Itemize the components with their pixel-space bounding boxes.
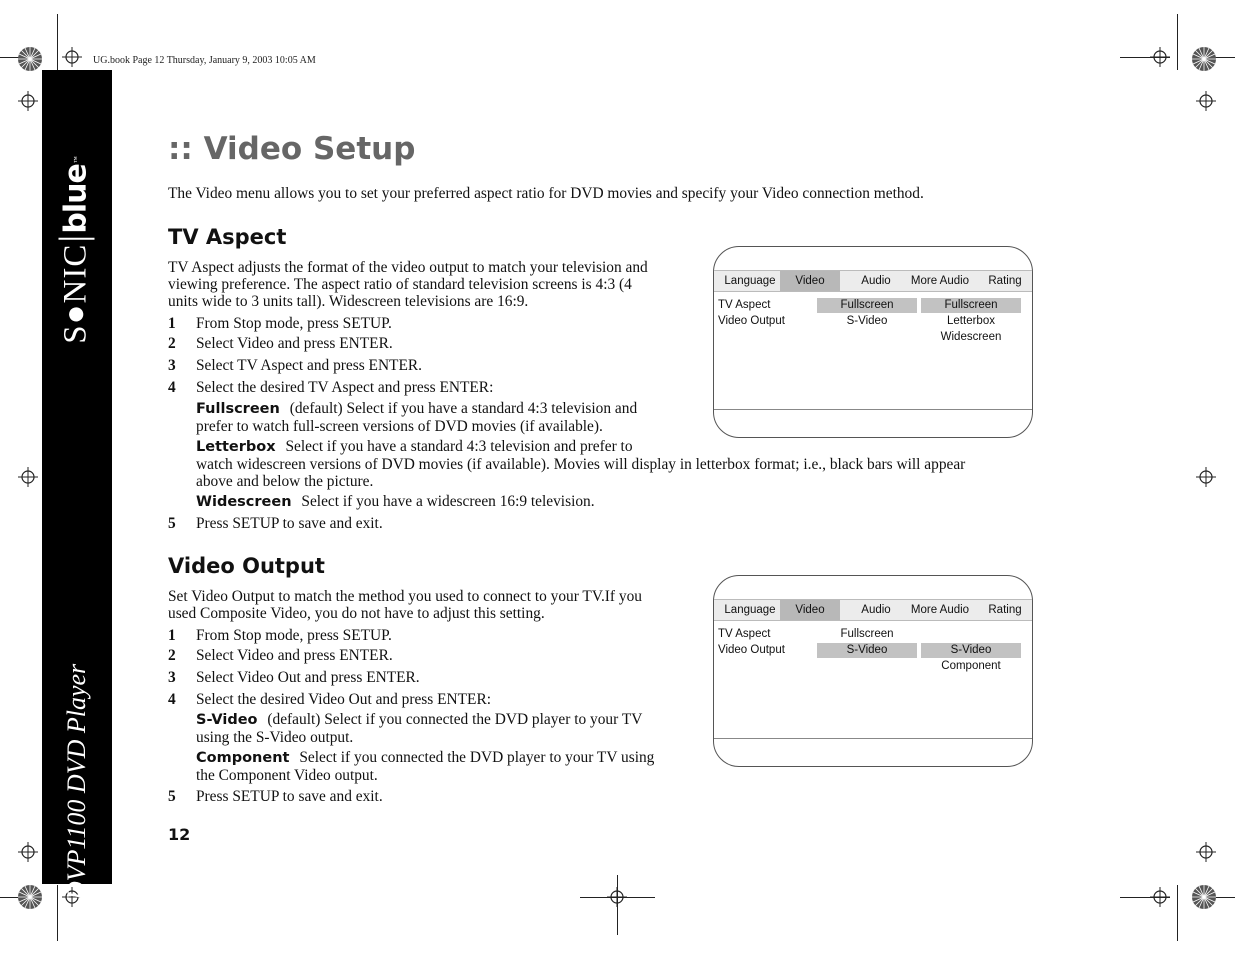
step-item: [168, 627, 392, 644]
registration-mark-icon: [1196, 842, 1216, 862]
step-text: Press SETUP to save and exit.: [196, 788, 383, 805]
option-letterbox: [196, 438, 1056, 490]
side-title: DVP1100 DVD Player: [62, 663, 91, 901]
registration-mark-icon: [18, 842, 38, 862]
menu-tab-video: Video: [780, 271, 840, 291]
menu-option-selected: Fullscreen: [921, 298, 1021, 313]
step-number: 3: [168, 669, 176, 686]
step-number: 2: [168, 647, 176, 664]
starburst-mark-icon: [17, 884, 43, 910]
option-line: watch widescreen versions of DVD movies (if available). Movies will display in letterbox format; i.e., black bars will appear: [196, 456, 966, 473]
video-menu-diagram-tv-aspect: [713, 246, 1033, 438]
menu-tab-audio: Audio: [861, 604, 891, 616]
option-fullscreen: [196, 400, 716, 435]
menu-option: Widescreen: [940, 331, 1002, 343]
step-item: [168, 335, 393, 352]
menu-row-value: Fullscreen: [840, 628, 894, 640]
video-output-paragraph: [168, 588, 708, 622]
option-line: above and below the picture.: [196, 473, 374, 490]
option-term: Fullscreen: [196, 401, 280, 417]
step-text: Select Video and press ENTER.: [196, 647, 393, 664]
option-component: [196, 749, 716, 784]
option-line: (default) Select if you connected the DVD player to your TV: [267, 711, 643, 728]
trademark: ™: [72, 156, 80, 164]
step-text: Select the desired Video Out and press ENTER:: [196, 691, 491, 708]
registration-mark-icon: [62, 47, 82, 67]
menu-row-value: S-Video: [846, 315, 888, 327]
menu-tab-more-audio: More Audio: [910, 604, 970, 616]
option-line: the Component Video output.: [196, 767, 378, 784]
registration-mark-icon: [1150, 887, 1170, 907]
option-line: Select if you connected the DVD player to your TV using: [299, 749, 655, 766]
step-number: 2: [168, 335, 176, 352]
intro-paragraph: The Video menu allows you to set your preferred aspect ratio for DVD movies and specify your Video connection method.: [168, 185, 924, 202]
paragraph-line: units wide to 3 units tall). Widescreen televisions are 16:9.: [168, 293, 529, 310]
side-band: [42, 70, 112, 901]
menu-row-label: Video Output: [718, 644, 785, 656]
step-text: From Stop mode, press SETUP.: [196, 315, 392, 332]
menu-row-value: Fullscreen: [817, 298, 917, 313]
menu-row-label: TV Aspect: [718, 628, 771, 640]
video-menu-diagram-video-output: [713, 575, 1033, 767]
step-number: 3: [168, 357, 176, 374]
step-number: 5: [168, 515, 176, 532]
menu-tab-audio: Audio: [861, 275, 891, 287]
step-text: Select TV Aspect and press ENTER.: [196, 357, 422, 374]
brand-divider: [58, 238, 94, 240]
step-item: [168, 515, 383, 532]
brand-logo: [58, 156, 95, 343]
step-text: From Stop mode, press SETUP.: [196, 627, 392, 644]
menu-tab-bar: [714, 270, 1032, 292]
step-item: [168, 788, 383, 805]
menu-tab-rating: Rating: [988, 275, 1022, 287]
brand-sonic: S●NIC: [57, 243, 94, 344]
paragraph-line: Set Video Output to match the method you used to connect to your TV.If you: [168, 588, 642, 605]
menu-tab-video: Video: [780, 600, 840, 620]
step-number: 5: [168, 788, 176, 805]
step-number: 4: [168, 691, 176, 708]
menu-tab-rating: Rating: [988, 604, 1022, 616]
option-line: Select if you have a standard 4:3 television and prefer to: [285, 438, 633, 455]
menu-row-value: S-Video: [817, 643, 917, 658]
video-output-heading: Video Output: [168, 554, 325, 578]
menu-tab-bar: [714, 599, 1032, 621]
page-title: :: Video Setup: [168, 131, 416, 167]
menu-footer-line: [714, 738, 1032, 739]
registration-mark-icon: [18, 467, 38, 487]
menu-row-label: Video Output: [718, 315, 785, 327]
option-line: prefer to watch full-screen versions of DVD movies (if available).: [196, 418, 603, 435]
option-line: using the S-Video output.: [196, 729, 354, 746]
menu-row-label: TV Aspect: [718, 299, 771, 311]
step-text: Select the desired TV Aspect and press ENTER:: [196, 379, 494, 396]
paragraph-line: viewing preference. The aspect ratio of standard television screens is 4:3 (4: [168, 276, 632, 293]
option-term: Component: [196, 750, 290, 766]
registration-mark-icon: [1150, 47, 1170, 67]
starburst-mark-icon: [1191, 884, 1217, 910]
menu-tab-more-audio: More Audio: [910, 275, 970, 287]
registration-mark-icon: [18, 91, 38, 111]
menu-footer-line: [714, 409, 1032, 410]
file-header: UG.book Page 12 Thursday, January 9, 2003 10:05 AM: [93, 55, 316, 66]
starburst-mark-icon: [1191, 46, 1217, 72]
option-term: Widescreen: [196, 494, 292, 510]
tv-aspect-heading: TV Aspect: [168, 225, 287, 249]
option-term: S-Video: [196, 712, 258, 728]
option-term: Letterbox: [196, 439, 276, 455]
brand-blue: blue: [58, 164, 94, 234]
step-number: 4: [168, 379, 176, 396]
option-line: Select if you have a widescreen 16:9 television.: [301, 493, 595, 510]
registration-mark-icon: [1196, 91, 1216, 111]
step-item: [168, 379, 493, 396]
menu-option-selected: S-Video: [921, 643, 1021, 658]
step-item: [168, 691, 491, 708]
menu-option: Letterbox: [947, 315, 995, 327]
step-text: Select Video Out and press ENTER.: [196, 669, 420, 686]
starburst-mark-icon: [17, 46, 43, 72]
step-number: 1: [168, 315, 176, 332]
tv-aspect-paragraph: [168, 259, 708, 310]
option-s-video: [196, 711, 716, 746]
step-item: [168, 315, 392, 332]
step-item: [168, 669, 420, 686]
registration-mark-icon: [607, 887, 627, 907]
menu-tab-language: Language: [724, 275, 776, 287]
step-number: 1: [168, 627, 176, 644]
registration-mark-icon: [1196, 467, 1216, 487]
paragraph-line: TV Aspect adjusts the format of the video output to match your television and: [168, 259, 648, 276]
step-text: Select Video and press ENTER.: [196, 335, 393, 352]
step-text: Press SETUP to save and exit.: [196, 515, 383, 532]
menu-option: Component: [941, 660, 1001, 672]
paragraph-line: used Composite Video, you do not have to adjust this setting.: [168, 605, 545, 622]
page-number: 12: [168, 825, 191, 844]
option-line: (default) Select if you have a standard 4:3 television and: [289, 400, 638, 417]
option-widescreen: [196, 493, 716, 511]
step-item: [168, 647, 393, 664]
step-item: [168, 357, 422, 374]
menu-tab-language: Language: [724, 604, 776, 616]
